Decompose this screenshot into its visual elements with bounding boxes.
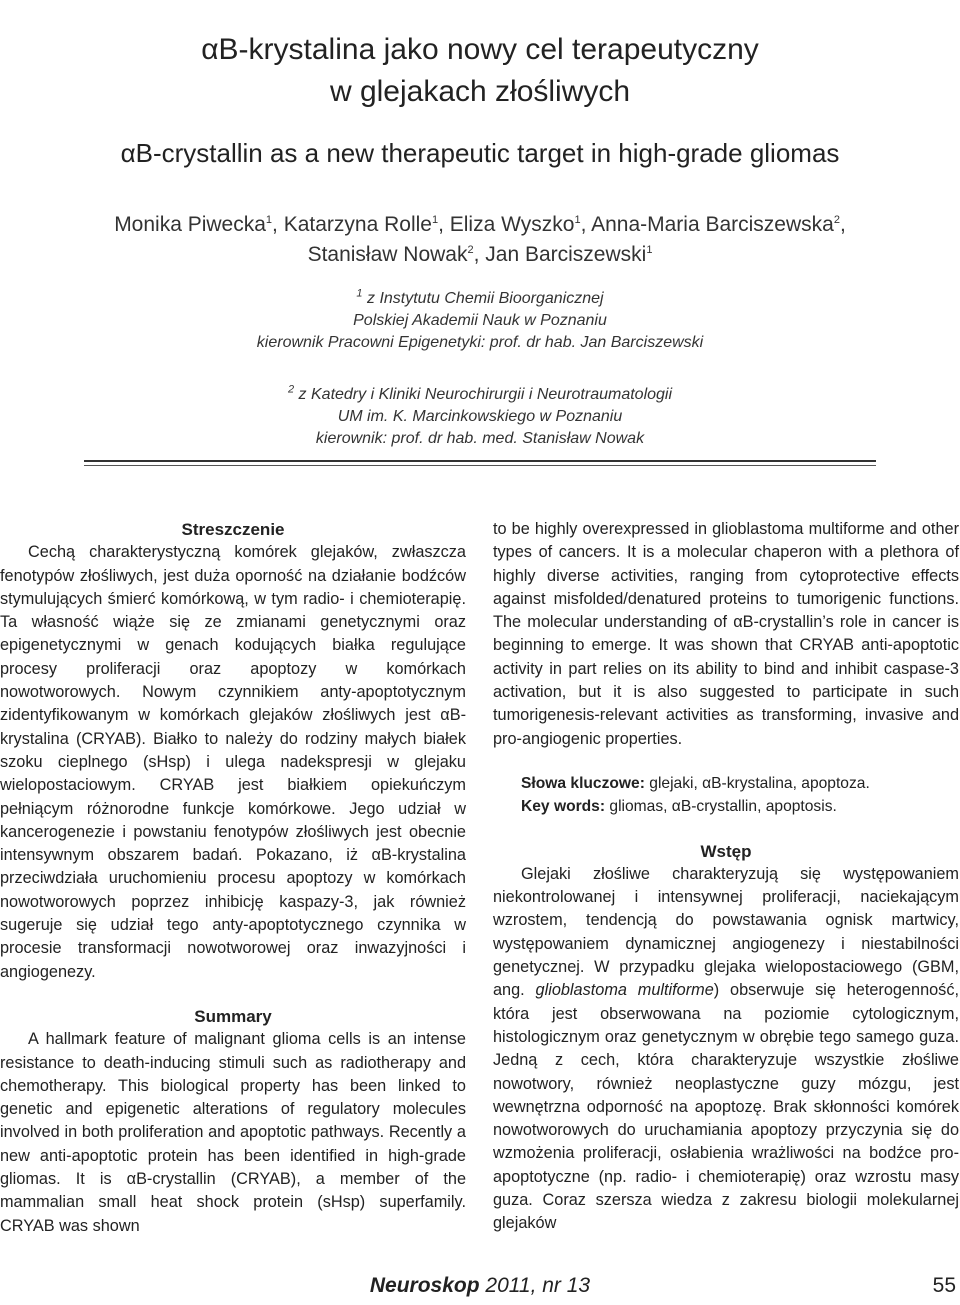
affiliation-2-line-3: kierownik: prof. dr hab. med. Stanisław Nowak [315, 430, 645, 447]
author-name: , Jan Barciszewski [473, 243, 647, 266]
affiliation-marker: 1 [646, 244, 653, 256]
keywords-english-label: Key words: [521, 798, 606, 816]
rule-thin [84, 465, 876, 466]
author-line-1 [0, 210, 960, 240]
wstep-text-part: ) obserwuje się heterogenność, która jest obserwowana na poziomie cytologicznym, histologicznym oraz genetycznym w obrębie tego samego guza. Jedną z cech, która charakteryzuje wszystkie złośliwe nowotwory, również neoplastyczne guzy mózgu, jest wewnętrzna odporność na apoptozę. Brak skłonności komórek nowotworowych do uruchamiania apoptozy przyczynia się do wzmożenia proliferacji, osłabienia wrażliwości na bodźce pro-apoptotyczne (np. radio- i chemioterapię) oraz wzrostu masy guza. Coraz szersza wiedza z zakresu biologii molekularnej glejaków [493, 981, 959, 1233]
keywords-polish-text: glejaki, αB-krystalina, apoptoza. [649, 774, 870, 792]
wstep-text-italic: glioblastoma multiforme [535, 981, 714, 1000]
summary-continued-text: to be highly overexpressed in glioblastoma multiforme and other types of cancers. It is a molecular chaperon with a plethora of highly diverse activities, ranging from cytoprotective effects against misfolded/denatured proteins to tumorigenic functions. The molecular understanding of αB-crystallin’s role in cancer is beginning to emerge. It was shown that CRYAB anti-apoptotic activity in part relies on its ability to bind and inhibit caspase-3 activation, but it is also suggested to participate in such tumorigenesis-relevant activities as transforming, invasive and pro-angiogenic properties. [493, 520, 959, 748]
author-name: , Katarzyna Rolle [272, 213, 432, 236]
page-number: 55 [932, 1274, 956, 1297]
right-column [493, 518, 959, 1236]
spacer [493, 751, 959, 772]
affiliation-marker: 1 [265, 214, 273, 226]
affiliation-marker: 1 [431, 214, 439, 226]
affiliation-marker: 2 [467, 244, 474, 256]
rule-thick [84, 460, 876, 462]
affiliation-marker: 2 [833, 214, 840, 226]
affiliation-1 [0, 288, 960, 354]
journal-issue: 2011, nr 13 [485, 1274, 591, 1297]
title-polish-line-1: αB-krystalina jako nowy cel terapeutyczny [201, 33, 759, 66]
affiliation-1-line-2: Polskiej Akademii Nauk w Poznaniu [353, 312, 607, 329]
streszczenie-text: Cechą charakterystyczną komórek glejaków, zwłaszcza fenotypów złośliwych, jest duża oporność na działanie bodźców stymulujących śmierć komórkową, w tym radio- i chemioterapię. Ta własność wiąże się ze zmianami genetycznymi oraz epigenetycznymi w genach kodujących białka regulujące procesy proliferacji oraz apoptozy w komórkach nowotworowych. Nowym czynnikiem anty-apoptotycznym zidentyfikowanym w komórkach glejaków złośliwych jest αB-krystalina (CRYAB). Białko to należy do rodziny małych białek szoku cieplnego (sHsp) i ulega nadekspresji w glejaku wielopostaciowym. CRYAB jest białkiem opiekuńczym pełniącym różnorodne funkcje komórkowe. Jego udział w kancerogenezie i powstaniu fenotypów złośliwych jest obecnie intensywnym obszarem badań. Pokazano, iż αB-krystalina przeciwdziała uruchomieniu procesu apoptozy w komórkach nowotworowych poprzez inhibicję kaspazy-3, jak również sugeruje się udział tego anty-apoptotycznego czynnika w procesie transformacji nowotworowej oraz inwazyjności i angiogenezy. [0, 543, 466, 981]
affiliation-2-line-2: UM im. K. Marcinkowskiego w Poznaniu [337, 408, 623, 425]
keywords-polish-label: Słowa kluczowe: [521, 774, 645, 792]
summary-heading: Summary [194, 1006, 272, 1026]
affiliation-2-line-1 [0, 384, 960, 406]
title-english: αB-crystallin as a new therapeutic target in high-grade gliomas [120, 138, 840, 168]
journal-name: Neuroskop [369, 1274, 480, 1297]
affiliation-1-line-1 [0, 288, 960, 310]
author-name: , Eliza Wyszko [438, 213, 575, 236]
wstep-text [493, 863, 959, 1236]
author-list [0, 210, 960, 270]
title-polish-line-2: w glejakach złośliwych [329, 75, 631, 108]
wstep-heading: Wstęp [700, 841, 752, 861]
affiliation-marker: 1 [574, 214, 581, 226]
affiliation-text: z Katedry i Kliniki Neurochirurgii i Neurotraumatologii [298, 386, 673, 403]
spacer [493, 819, 959, 840]
affiliation-text: z Instytutu Chemii Bioorganicznej [367, 290, 604, 307]
summary-text: A hallmark feature of malignant glioma cells is an intense resistance to death-inducing stimuli such as radiotherapy and chemotherapy. This biological property has been linked to genetic and epigenetic alterations of regulatory molecules involved in both proliferation and apoptotic pathways. Recently a new anti-apoptotic protein has been identified in high-grade gliomas. It is αB-crystallin (CRYAB), a member of the mammalian small heat shock protein (sHsp) superfamily. CRYAB was shown [0, 1030, 466, 1235]
keywords-english [493, 795, 959, 818]
affiliation-2 [0, 384, 960, 450]
spacer [0, 984, 466, 1005]
affiliation-marker: 2 [287, 383, 295, 396]
author-line-2 [0, 240, 960, 270]
wstep-text-part: Glejaki złośliwe charakteryzują się występowaniem niekontrolowanej i intensywnej proliferacji, naciekającym wzrostem, tendencją do powstawania ognisk martwicy, występowaniem dynamicznej angiogenezy i niestabilności genetycznej. W przypadku glejaka wielopostaciowego (GBM, ang. [493, 864, 959, 1000]
page-footer [0, 1274, 960, 1304]
author-name: Monika Piwecka [114, 213, 266, 236]
author-name: , Anna-Maria Barciszewska [580, 213, 834, 236]
keywords-english-text: gliomas, αB-crystallin, apoptosis. [609, 798, 837, 816]
author-separator: , [839, 213, 846, 236]
header-double-rule [84, 460, 876, 466]
author-name: Stanisław Nowak [307, 243, 468, 266]
journal-citation [0, 1274, 960, 1298]
streszczenie-heading: Streszczenie [181, 520, 285, 539]
affiliation-marker: 1 [356, 287, 363, 300]
affiliation-1-line-3: kierownik Pracowni Epigenetyki: prof. dr hab. Jan Barciszewski [256, 334, 704, 351]
left-column [0, 518, 466, 1238]
keywords-polish [493, 772, 959, 795]
